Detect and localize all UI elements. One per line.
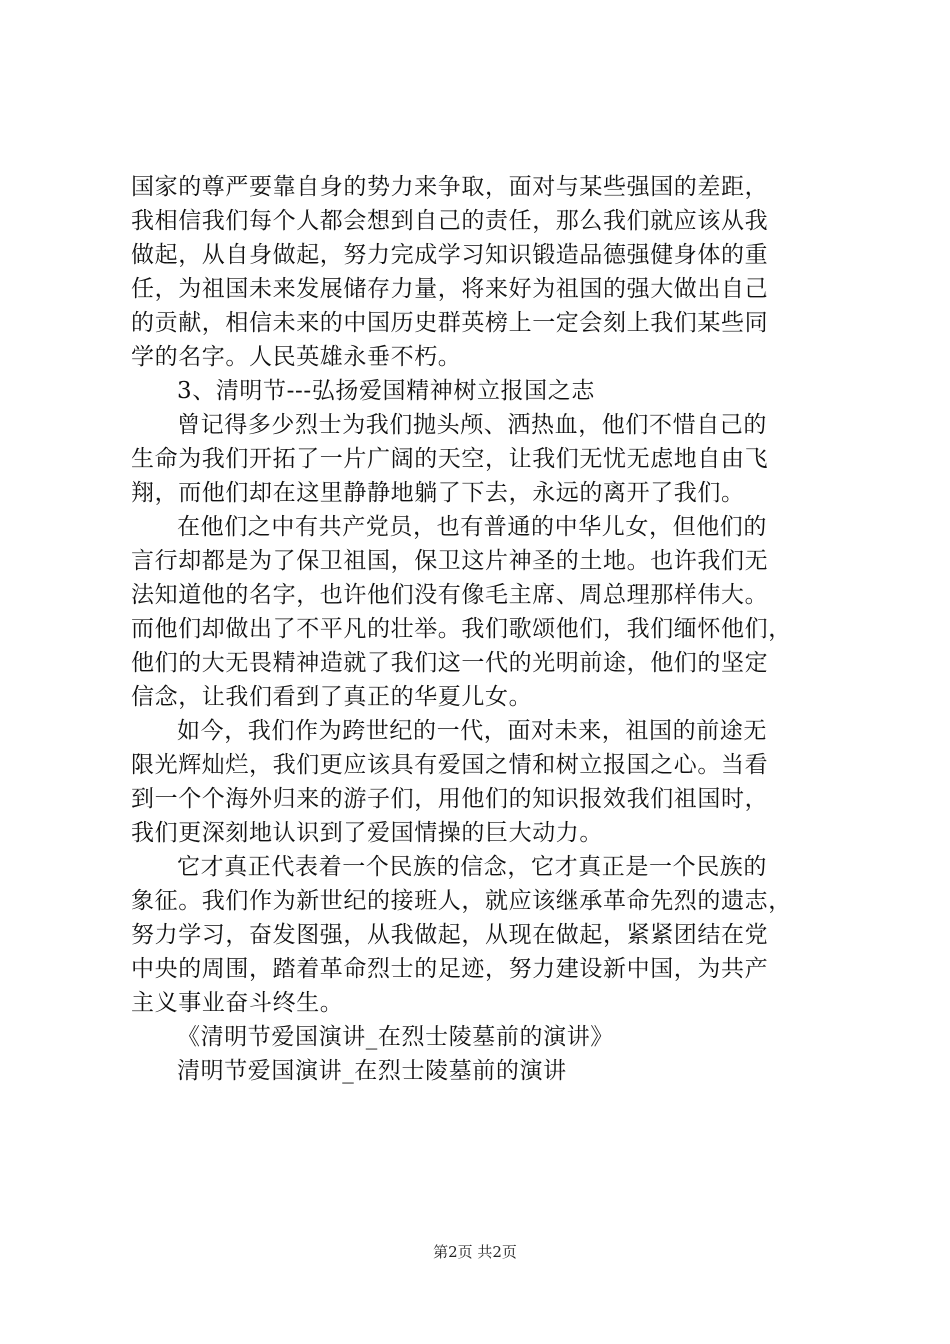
section-heading: 3、清明节---弘扬爱国精神树立报国之志 [177, 378, 595, 404]
text-line: 信念，让我们看到了真正的华夏儿女。 [131, 684, 533, 710]
text-line: 在他们之中有共产党员，也有普通的中华儿女，但他们的 [177, 514, 767, 540]
document-title: 清明节爱国演讲_在烈士陵墓前的演讲 [177, 1058, 567, 1084]
text-line: 做起，从自身做起，努力完成学习知识锻造品德强健身体的重 [131, 242, 769, 268]
text-line: 努力学习，奋发图强，从我做起，从现在做起，紧紧团结在党 [131, 922, 769, 948]
document-body [131, 170, 851, 1088]
text-line: 国家的尊严要靠自身的势力来争取，面对与某些强国的差距， [131, 174, 769, 200]
text-line: 翔，而他们却在这里静静地躺了下去，永远的离开了我们。 [131, 480, 745, 506]
text-line: 他们的大无畏精神造就了我们这一代的光明前途，他们的坚定 [131, 650, 769, 676]
text-line: 而他们却做出了不平凡的壮举。我们歌颂他们，我们缅怀他们， [131, 616, 792, 642]
text-line: 言行却都是为了保卫祖国，保卫这片神圣的土地。也许我们无 [131, 548, 769, 574]
text-line: 到一个个海外归来的游子们，用他们的知识报效我们祖国时， [131, 786, 769, 812]
text-line: 法知道他的名字，也许他们没有像毛主席、周总理那样伟大。 [131, 582, 769, 608]
text-line: 我相信我们每个人都会想到自己的责任，那么我们就应该从我 [131, 208, 769, 234]
text-line: 的贡献，相信未来的中国历史群英榜上一定会刻上我们某些同 [131, 310, 769, 336]
page-number-footer: 第2页 共2页 [433, 1243, 517, 1261]
text-line: 我们更深刻地认识到了爱国情操的巨大动力。 [131, 820, 603, 846]
text-line: 曾记得多少烈士为我们抛头颅、洒热血，他们不惜自己的 [177, 412, 767, 438]
text-line: 主义事业奋斗终生。 [131, 990, 344, 1016]
text-line: 生命为我们开拓了一片广阔的天空，让我们无忧无虑地自由飞 [131, 446, 769, 472]
document-title-quoted: 《清明节爱国演讲_在烈士陵墓前的演讲》 [177, 1024, 614, 1050]
text-line: 象征。我们作为新世纪的接班人，就应该继承革命先烈的遗志， [131, 888, 792, 914]
text-line: 它才真正代表着一个民族的信念，它才真正是一个民族的 [177, 854, 767, 880]
text-line: 任，为祖国未来发展储存力量，将来好为祖国的强大做出自己 [131, 276, 769, 302]
text-line: 中央的周围，踏着革命烈士的足迹，努力建设新中国，为共产 [131, 956, 769, 982]
text-line: 限光辉灿烂，我们更应该具有爱国之情和树立报国之心。当看 [131, 752, 769, 778]
text-line: 学的名字。人民英雄永垂不朽。 [131, 344, 462, 370]
text-line: 如今，我们作为跨世纪的一代，面对未来，祖国的前途无 [177, 718, 767, 744]
